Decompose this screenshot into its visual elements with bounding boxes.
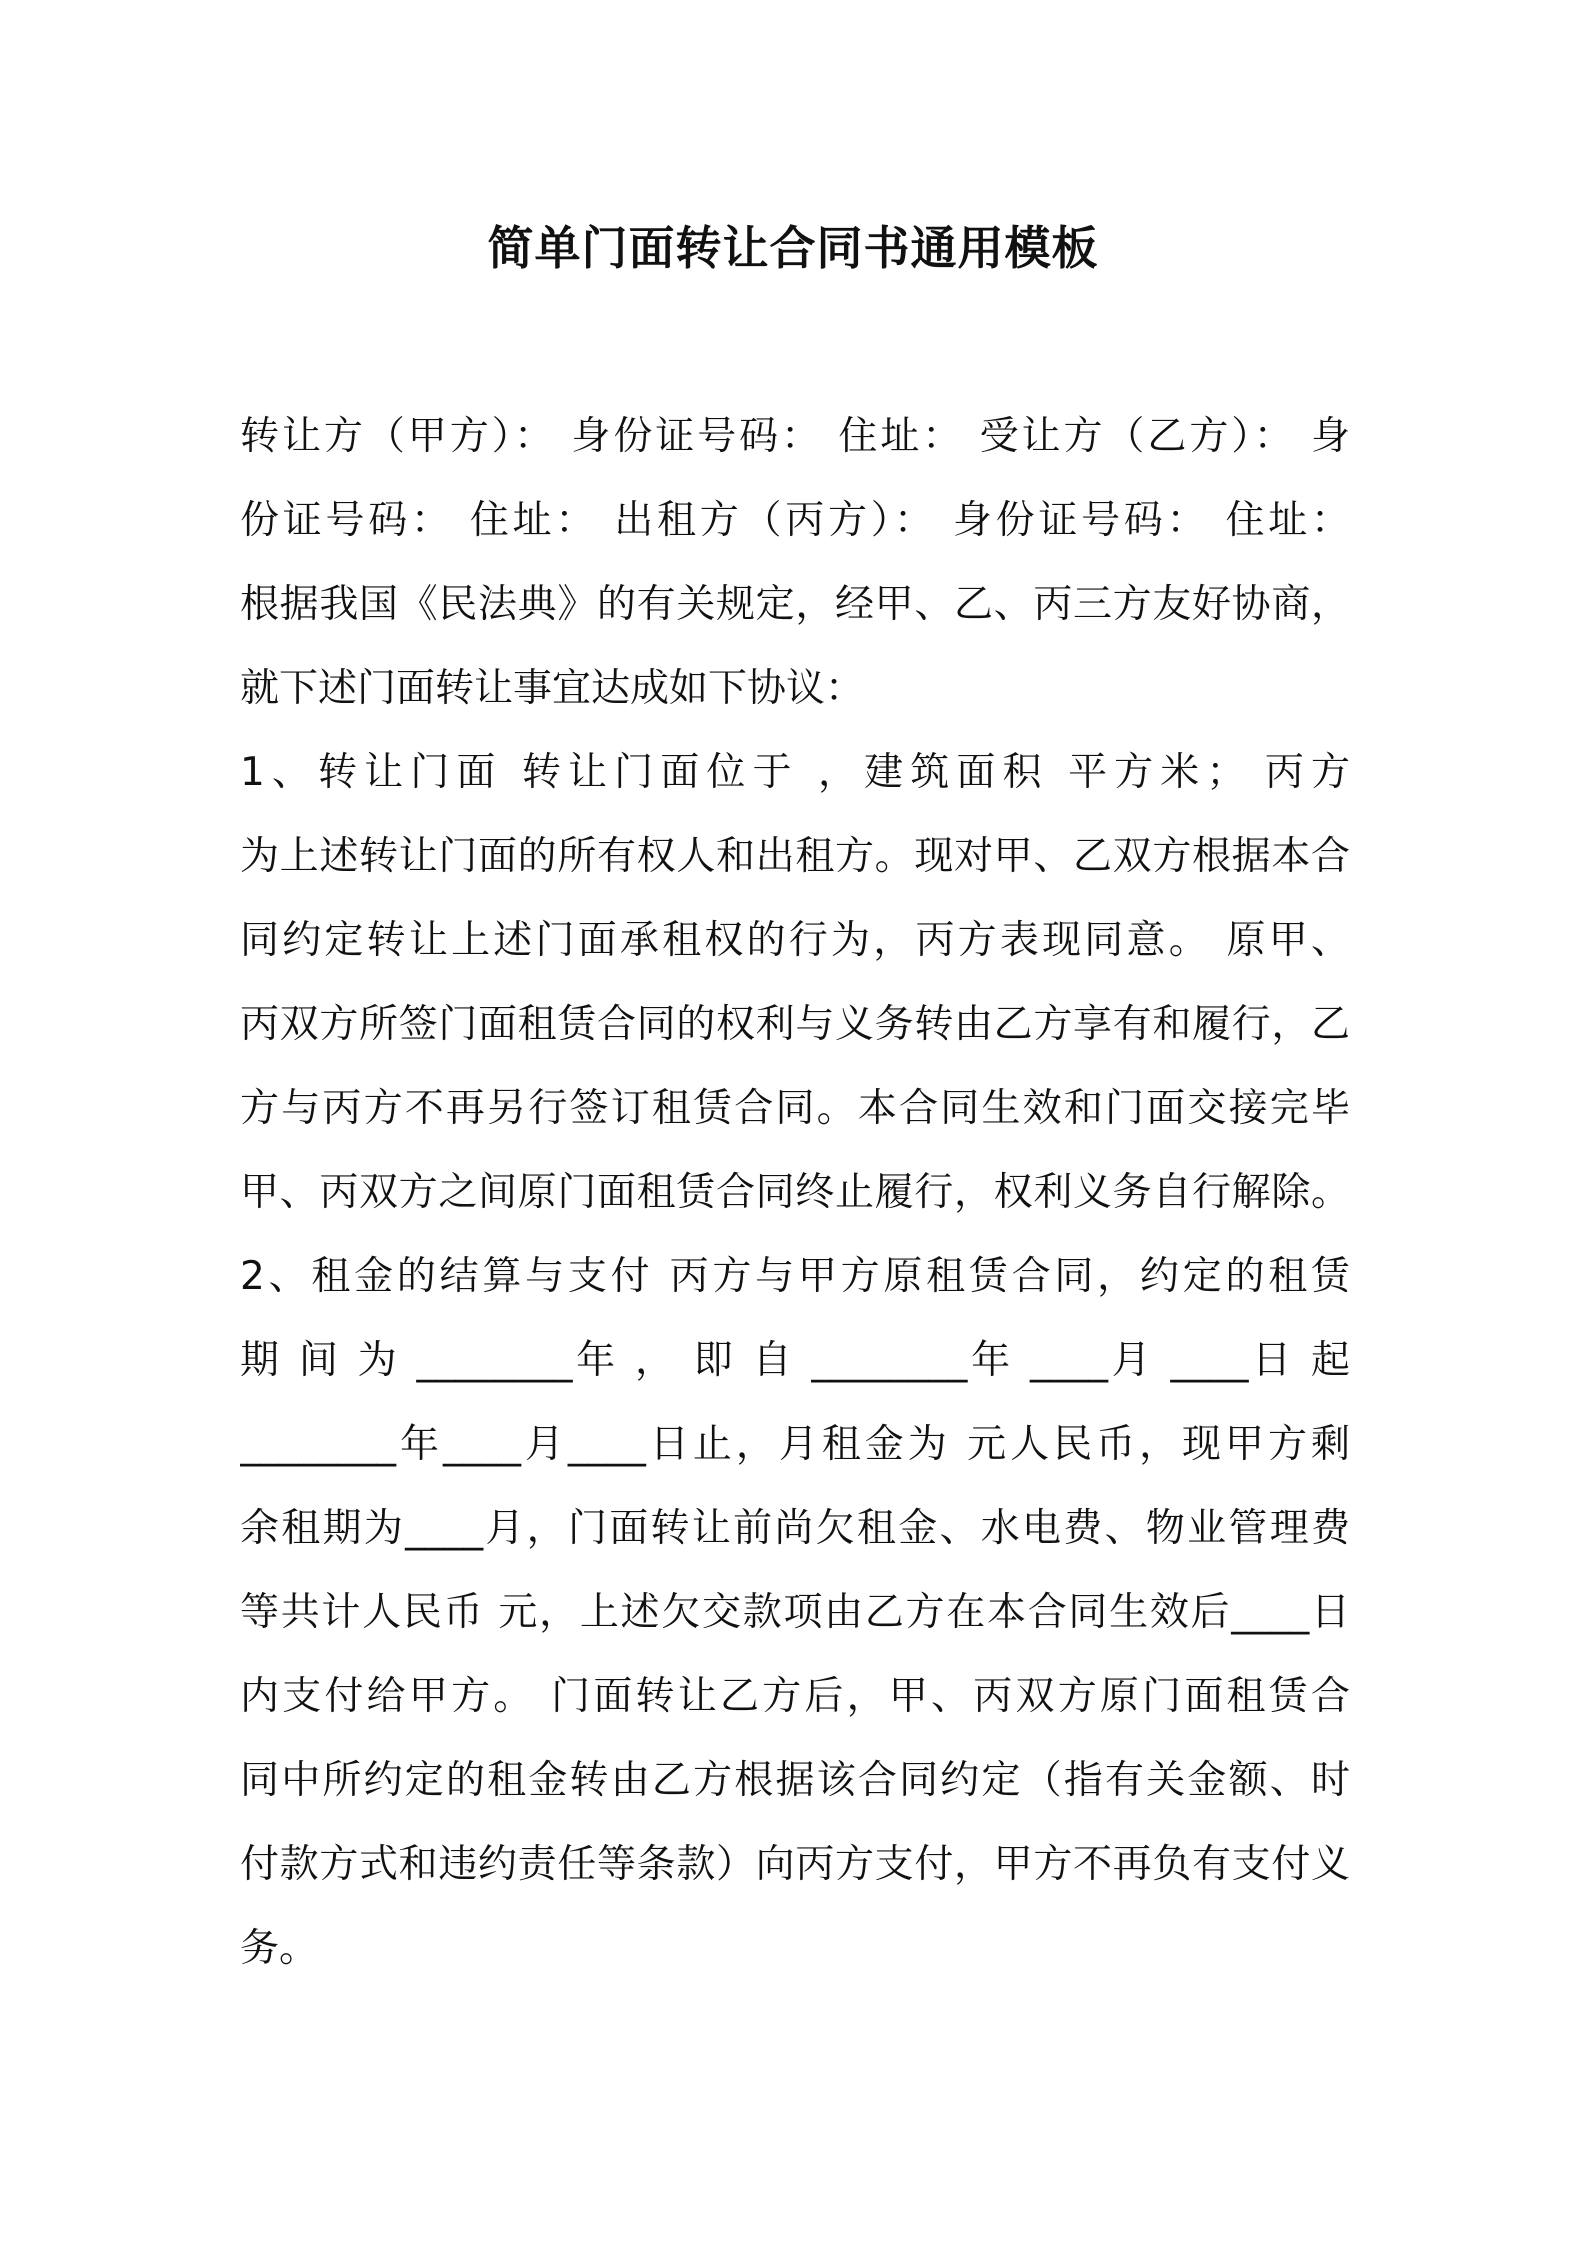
body-line: ________年____月____日止，月租金为 元人民币，现甲方剩: [240, 1422, 1350, 1467]
body-line: 期 间 为 ________年 ， 即 自 ________年 ____月 ____日 起: [240, 1338, 1350, 1383]
body-line: 方与丙方不再另行签订租赁合同。本合同生效和门面交接完毕: [240, 1086, 1350, 1131]
body-line: 就下述门面转让事宜达成如下协议：: [240, 666, 865, 711]
document-title: 简单门面转让合同书通用模板: [487, 221, 1099, 275]
body-line: 甲、丙双方之间原门面租赁合同终止履行，权利义务自行解除。: [240, 1170, 1350, 1215]
body-line: 余租期为____月，门面转让前尚欠租金、水电费、物业管理费: [240, 1506, 1350, 1551]
body-line: 为上述转让门面的所有权人和出租方。现对甲、乙双方根据本合: [240, 834, 1350, 879]
body-line: 转让方（甲方）： 身份证号码： 住址： 受让方（乙方）： 身: [240, 414, 1350, 459]
body-line: 同中所约定的租金转由乙方根据该合同约定（指有关金额、时: [240, 1758, 1350, 1803]
body-line: 付款方式和违约责任等条款）向丙方支付，甲方不再负有支付义: [240, 1842, 1350, 1887]
body-line: 1、转让门面 转让门面位于 ，建筑面积 平方米； 丙方: [240, 750, 1350, 795]
body-line: 内支付给甲方。 门面转让乙方后，甲、丙双方原门面租赁合: [240, 1674, 1350, 1719]
body-line: 根据我国《民法典》的有关规定，经甲、乙、丙三方友好协商，: [240, 582, 1350, 627]
body-line: 份证号码： 住址： 出租方（丙方）： 身份证号码： 住址：: [240, 498, 1350, 543]
body-line: 务。: [240, 1926, 319, 1971]
body-line: 2、租金的结算与支付 丙方与甲方原租赁合同，约定的租赁: [240, 1254, 1350, 1299]
body-line: 丙双方所签门面租赁合同的权利与义务转由乙方享有和履行，乙: [240, 1002, 1350, 1047]
body-line: 同约定转让上述门面承租权的行为，丙方表现同意。 原甲、: [240, 918, 1350, 963]
body-line: 等共计人民币 元，上述欠交款项由乙方在本合同生效后____日: [240, 1590, 1350, 1635]
